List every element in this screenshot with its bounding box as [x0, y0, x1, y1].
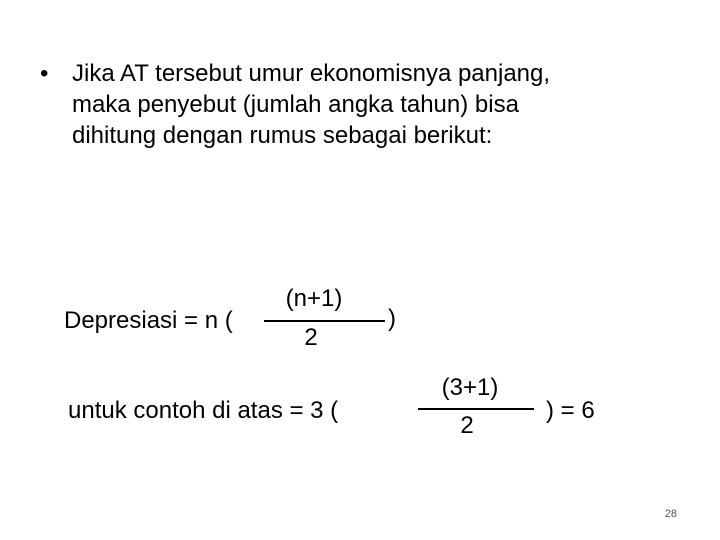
- formula1-numerator: (n+1): [285, 285, 343, 312]
- formula2-numerator: (3+1): [441, 374, 499, 401]
- formula2-close: ) = 6: [546, 397, 595, 424]
- formula2-label: untuk contoh di atas = 3 (: [68, 397, 339, 424]
- formula2-denominator: 2: [460, 412, 474, 439]
- bullet-line-1: Jika AT tersebut umur ekonomisnya panjang,: [72, 60, 551, 87]
- formula2-fraction-bar: [418, 408, 534, 410]
- formula1-label: Depresiasi = n (: [64, 307, 233, 334]
- formula1-denominator: 2: [304, 324, 318, 351]
- bullet-text: [72, 58, 692, 151]
- formula1-fraction-bar: [264, 320, 385, 322]
- bullet-line-2: maka penyebut (jumlah angka tahun) bisa: [72, 91, 519, 118]
- page-number: 28: [664, 508, 677, 520]
- bullet-dot-icon: •: [40, 60, 49, 87]
- bullet-line-3: dihitung dengan rumus sebagai berikut:: [72, 122, 493, 149]
- formula1-close-paren: ): [388, 305, 396, 332]
